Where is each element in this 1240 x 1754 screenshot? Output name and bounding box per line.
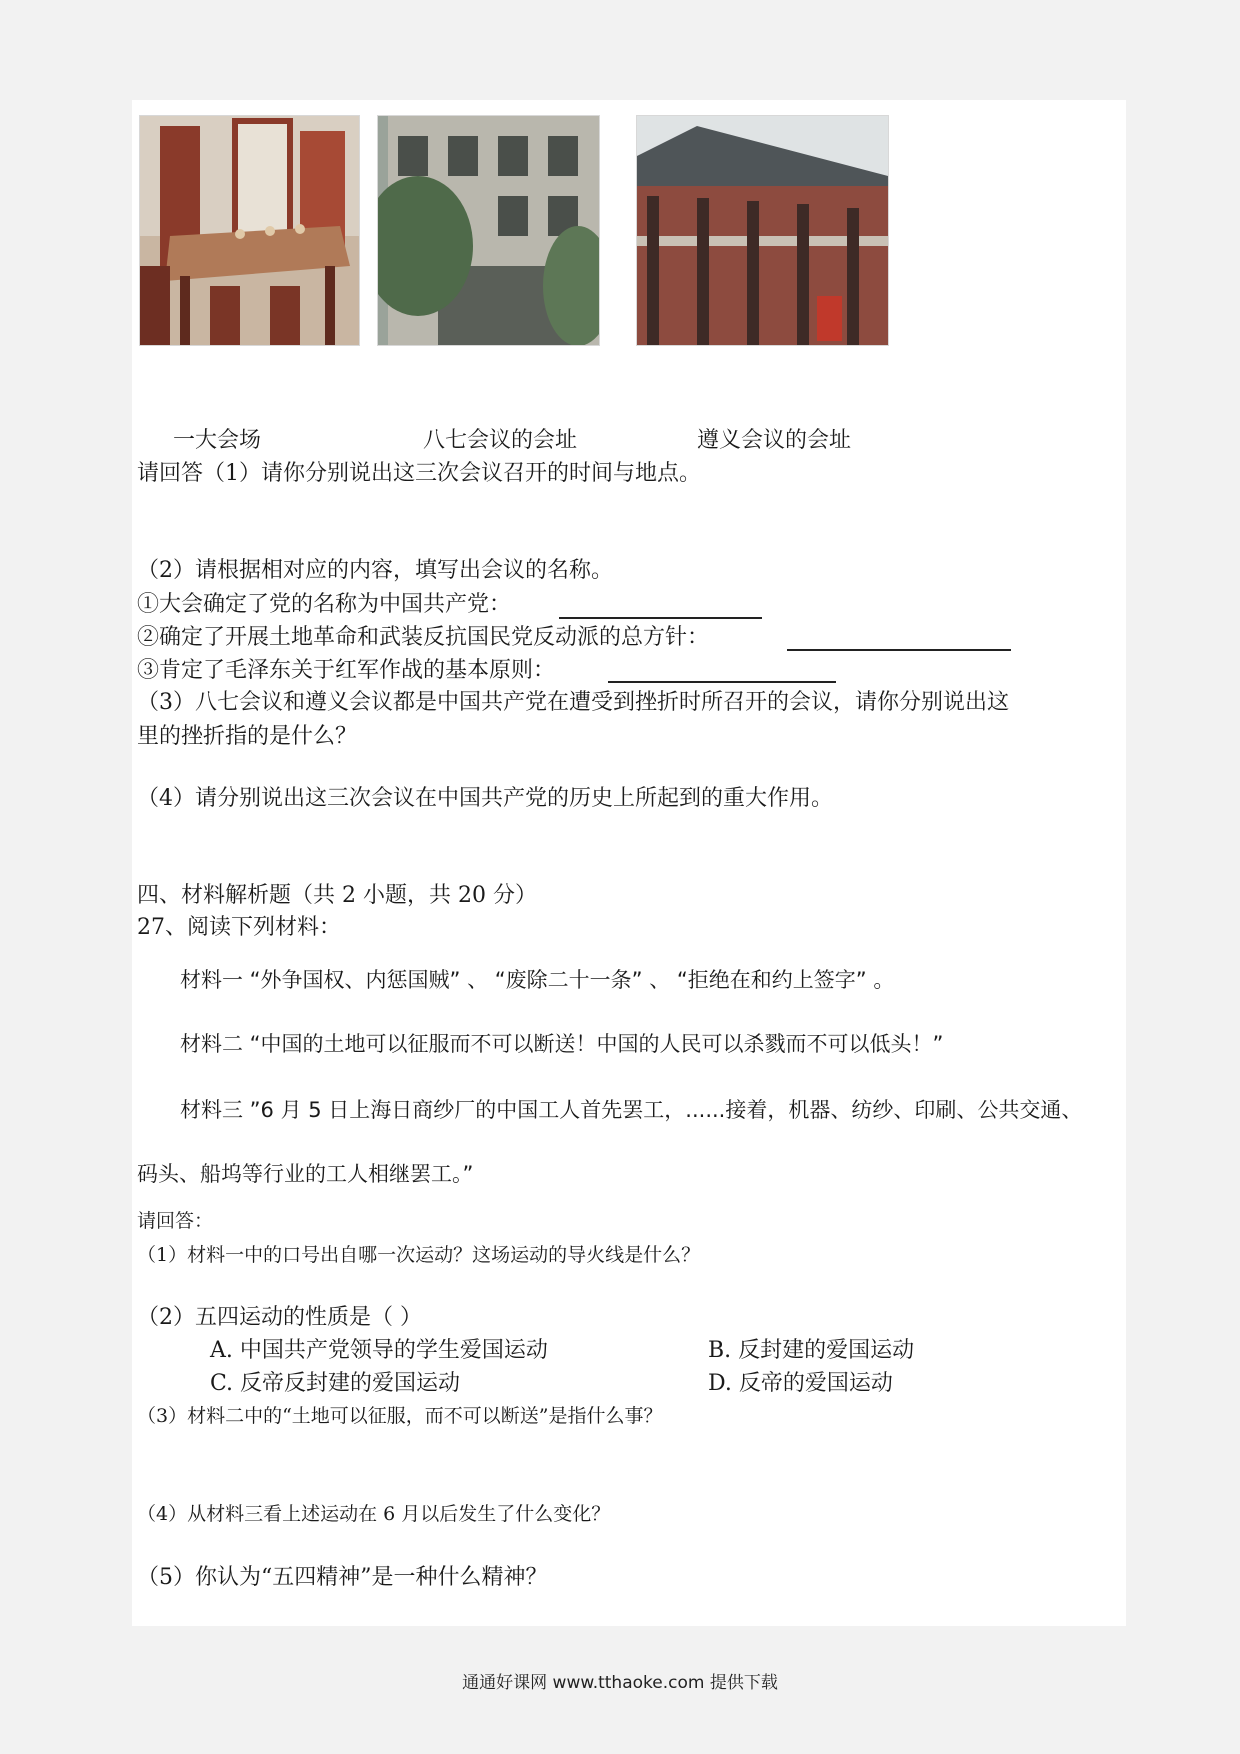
caption-first-congress: 一大会场 [173,428,262,453]
question-27-intro: 27、阅读下列材料： [137,915,341,940]
question-27-5: （5）你认为“五四精神”是一种什么精神？ [137,1565,548,1590]
colonnade-building-photo [636,115,889,346]
question-27-3: （3）材料二中的“土地可以征服，而不可以断送”是指什么事？ [137,1405,663,1427]
question-26-3-line2: 里的挫折指的是什么？ [137,724,358,749]
answer-blank-3[interactable] [608,681,836,683]
option-a[interactable]: A. 中国共产党领导的学生爱国运动 [210,1338,548,1363]
answer-blank-2[interactable] [787,649,1011,651]
answer-blank-1[interactable] [559,617,762,619]
fill-item-1: ①大会确定了党的名称为中国共产党： [137,592,512,617]
question-26-3-line1: （3）八七会议和遵义会议都是中国共产党在遭受到挫折时所召开的会议，请你分别说出这 [137,690,1010,715]
page-footer: 通通好课网 www.tthaoke.com 提供下载 [462,1673,778,1693]
material-3-line2: 码头、船坞等行业的工人相继罢工。” [137,1162,474,1186]
fill-item-3: ③肯定了毛泽东关于红军作战的基本原则： [137,658,556,683]
question-26-1: 请回答（1）请你分别说出这三次会议召开的时间与地点。 [137,461,701,486]
question-27-2: （2）五四运动的性质是（ ） [137,1305,422,1330]
banquet-room-photo [139,115,360,346]
question-27-1: （1）材料一中的口号出自哪一次运动？这场运动的导火线是什么？ [137,1244,701,1266]
material-3-line1: 材料三 ”6 月 5 日上海日商纱厂的中国工人首先罢工，......接着，机器、纺纱、印刷、公共交通、 [180,1098,1083,1122]
material-1: 材料一 “外争国权、内惩国贼” 、 “废除二十一条” 、 “拒绝在和约上签字” 。 [180,968,895,992]
option-d[interactable]: D. 反帝的爱国运动 [708,1371,893,1396]
question-27-4: （4）从材料三看上述运动在 6 月以后发生了什么变化？ [137,1503,611,1525]
answer-prompt: 请回答： [137,1210,214,1232]
question-26-2: （2）请根据相对应的内容，填写出会议的名称。 [137,558,613,583]
caption-zunyi-meeting: 遵义会议的会址 [697,428,852,453]
fill-item-2: ②确定了开展土地革命和武装反抗国民党反动派的总方针： [137,625,710,650]
caption-august7-meeting: 八七会议的会址 [423,428,578,453]
option-b[interactable]: B. 反封建的爱国运动 [708,1338,915,1363]
question-26-4: （4）请分别说出这三次会议在中国共产党的历史上所起到的重大作用。 [137,786,833,811]
section-heading: 四、材料解析题（共 2 小题，共 20 分） [137,883,537,908]
option-c[interactable]: C. 反帝反封建的爱国运动 [210,1371,461,1396]
material-2: 材料二 “中国的土地可以征服而不可以断送！中国的人民可以杀戮而不可以低头！” [180,1032,944,1056]
street-building-photo [377,115,600,346]
